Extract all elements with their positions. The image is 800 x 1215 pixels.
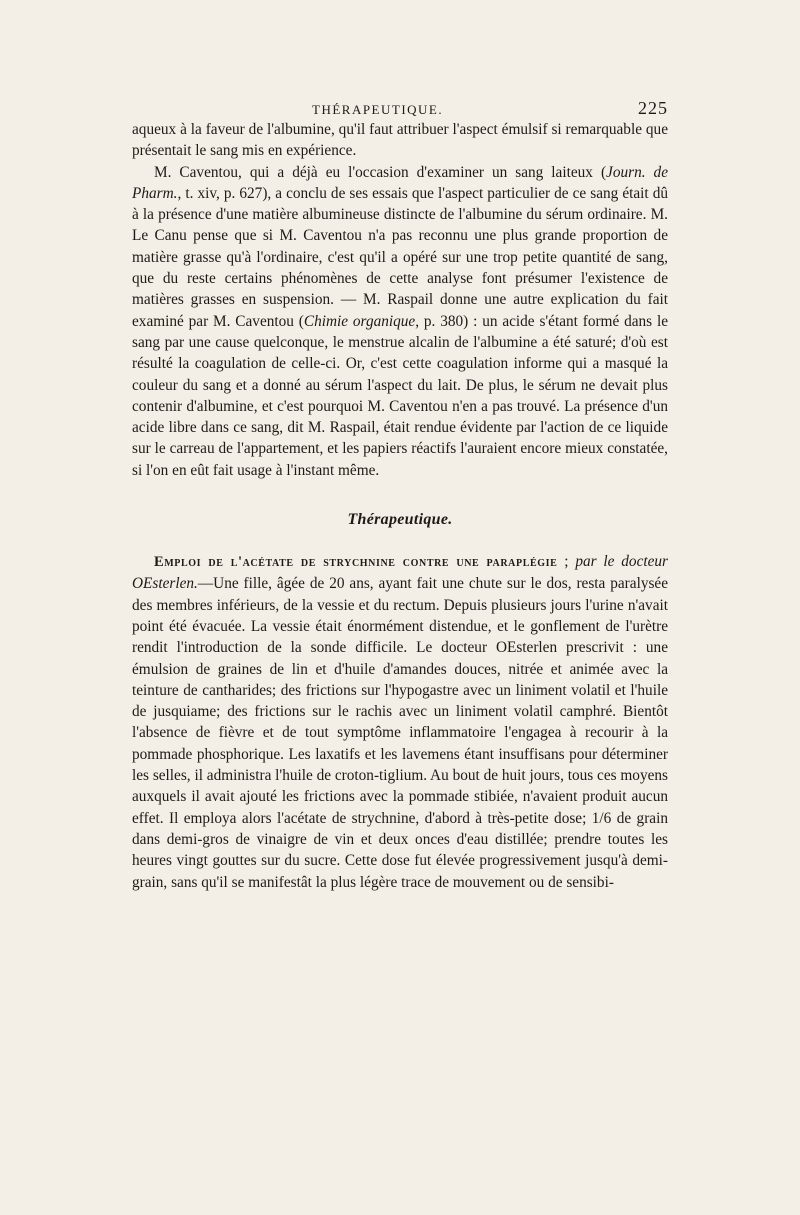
reference-book: Chimie organique — [303, 312, 416, 330]
text-segment: , t. xiv, p. 627), a conclu de ses essais que l'aspect particulier de ce sang était dû à la présence d'une matière albumineuse distincte de l'albumine du sérum ordinaire. M. Le Canu pense que si M. Caventou n'a pas reconnu une plus grande proportion de matière grasse qu'à l'ordinaire, c'est qu'il a opéré sur une trop petite quantité de sang, que du reste certains phénomènes de cette analyse font présumer l'existence de matières grasses en suspension. — M. Raspail donne une autre explication du fait examiné par M. Caventou ( — [132, 184, 668, 330]
running-head-title: THÉRAPEUTIQUE. — [312, 102, 444, 117]
article-text: —Une fille, âgée de 20 ans, ayant fait une chute sur le dos, resta paralysée des membres inférieurs, de la vessie et du rectum. Depuis plusieurs jours l'urine n'avait point été évacuée. La vessie était énormément distendue, et le gonflement de l'urètre rendit l'introduction de la sonde difficile. Le docteur OEsterlen prescrivit : une émulsion de graines de lin et d'huile d'amandes douces, nitrée et animée avec la teinture de cantharides; des frictions sur l'hypogastre avec un liniment volatil et l'huile de jusquiame; des frictions sur le rachis avec un liniment volatil camphré. Bientôt l'absence de fièvre et de tout symptôme inflammatoire l'engagea à recourir à la pommade phosphorique. Les laxatifs et les lavemens étant insuffisans pour déterminer les selles, il administra l'huile de croton-tiglium. Au bout de huit jours, tous ces moyens auxquels il avait ajouté les frictions avec la pommade stibiée, n'avaient produit aucun effet. Il employa alors l'acétate de strychnine, d'abord à très-petite dose; 1/6 de grain dans demi-gros de vinaigre de vin et deux onces d'eau distillée; prendre toutes les heures vingt gouttes sur du sucre. Cette dose fut élevée progressivement jusqu'à demi-grain, sans qu'il se manifestât la plus légère trace de mouvement ou de sensibi- — [132, 575, 668, 891]
text-segment: , p. 380) : un acide s'étant formé dans le sang par une cause quelconque, le menstrue alcalin de l'albumine a été saturé; d'où est résulté la coagulation de celle-ci. Or, c'est cette coagulation informe qui a masqué la couleur du sang et a donné au sérum l'aspect du lait. De plus, le sérum ne devait plus contenir d'albumine, et c'est pourquoi M. Caventou n'en a pas trouvé. La présence d'un acide libre dans ce sang, dit M. Raspail, était rendue évidente par l'action de ce liquide sur le carreau de l'appartement, et les papiers réactifs l'auraient encore mieux constatée, si l'on en eût fait usage à l'instant même. — [132, 312, 669, 479]
paragraph-continuation: aqueux à la faveur de l'albumine, qu'il faut attribuer l'aspect émulsif si remarquable que présentait le sang mis en expérience. — [132, 121, 668, 160]
paragraph-strychnine — [132, 551, 668, 893]
article-author: par le docteur OEsterlen. — [132, 553, 668, 593]
text-segment: M. Caventou, qui a déjà eu l'occasion d'examiner un sang laiteux ( — [154, 163, 607, 181]
article-title: Emploi de l'acétate de strychnine contre une paraplégie — [154, 554, 558, 571]
paragraph-caventou — [132, 162, 668, 481]
page-number: 225 — [638, 98, 668, 118]
page — [132, 92, 668, 893]
reference-journal: Journ. de Pharm. — [132, 163, 668, 202]
section-heading: Thérapeutique. — [347, 511, 453, 529]
running-head — [132, 92, 668, 118]
title-separator: ; — [557, 553, 576, 571]
